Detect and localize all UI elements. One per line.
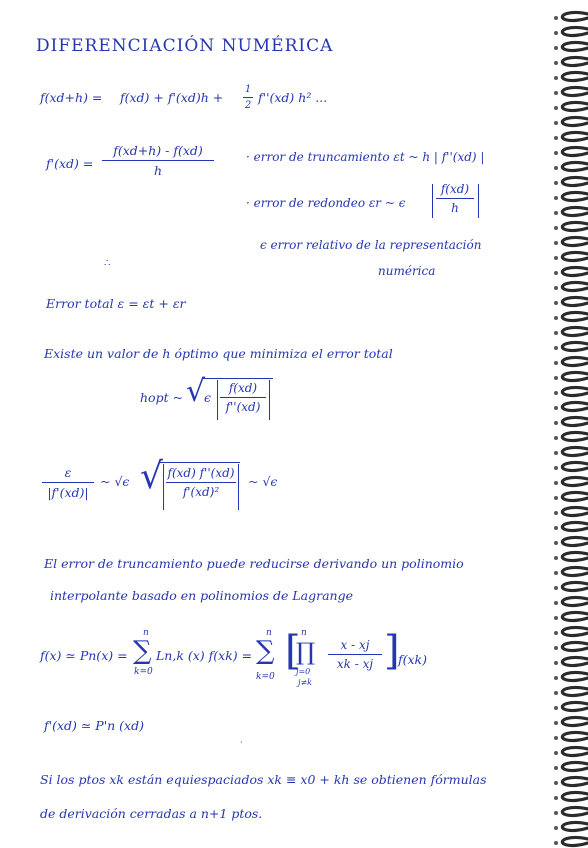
taylor-tail: f''(xd) h² ... — [258, 90, 328, 105]
abs-bar-left — [217, 380, 218, 420]
binding-hole — [554, 571, 558, 575]
spiral-ring — [562, 643, 588, 651]
abs-bar-right — [238, 464, 239, 510]
sum-icon: ∑ — [133, 636, 152, 666]
binding-hole — [554, 61, 558, 65]
binding-hole — [554, 451, 558, 455]
spiral-ring — [562, 598, 588, 606]
binding-hole — [554, 841, 558, 845]
spiral-ring — [562, 373, 588, 381]
lagrange-frac-den: xk - xj — [336, 657, 374, 671]
hopt-num: f(xd) — [228, 381, 258, 395]
binding-hole — [554, 691, 558, 695]
spiral-ring — [562, 253, 588, 261]
spiral-ring — [562, 808, 588, 816]
binding-hole — [554, 241, 558, 245]
spiral-ring — [562, 778, 588, 786]
binding-hole — [554, 181, 558, 185]
spiral-ring — [562, 463, 588, 471]
lagrange-text-line1: El error de truncamiento puede reducirse derivando un polinomio — [44, 556, 464, 571]
binding-hole — [554, 406, 558, 410]
lagrange-mid: Ln,k (x) f(xk) = — [156, 648, 253, 663]
optimum-text: Existe un valor de h óptimo que minimiza el error total — [44, 346, 393, 361]
binding-hole — [554, 166, 558, 170]
spiral-ring — [562, 238, 588, 246]
binding-hole — [554, 256, 558, 260]
binding-hole — [554, 301, 558, 305]
spiral-ring — [562, 838, 588, 846]
taylor-rhs: f(xd) + f'(xd)h + — [120, 90, 224, 105]
sum2-top: n — [266, 628, 272, 638]
sqrt-icon: √ — [140, 456, 163, 497]
binding-hole — [554, 76, 558, 80]
spiral-ring — [562, 328, 588, 336]
rounding-num: f(xd) — [440, 182, 470, 196]
binding-hole — [554, 511, 558, 515]
sqrt-overline — [203, 378, 273, 379]
sum1-bottom: k=0 — [134, 667, 153, 677]
dots-mark: ∴ — [104, 258, 111, 269]
binding-hole — [554, 751, 558, 755]
binding-hole — [554, 421, 558, 425]
sum1-top: n — [143, 628, 149, 638]
rounding-den: h — [451, 201, 459, 215]
prod-bottom-2: j≠k — [298, 678, 313, 687]
spiral-ring — [562, 793, 588, 801]
spiral-ring — [562, 358, 588, 366]
abs-bar-left — [163, 464, 164, 510]
epsilon-note-line2: numérica — [378, 264, 436, 278]
spiral-ring — [562, 28, 588, 36]
binding-hole — [554, 766, 558, 770]
relative-error-inner-fraction — [166, 466, 236, 499]
equispaced-line2: de derivación cerradas a n+1 ptos. — [40, 806, 263, 821]
spiral-ring — [562, 568, 588, 576]
binding-hole — [554, 331, 558, 335]
sum2-bottom: k=0 — [256, 672, 275, 682]
spiral-ring — [562, 178, 588, 186]
spiral-ring — [562, 703, 588, 711]
spiral-ring — [562, 118, 588, 126]
spiral-ring — [562, 268, 588, 276]
spiral-ring — [562, 538, 588, 546]
spiral-ring — [562, 103, 588, 111]
spiral-ring — [562, 88, 588, 96]
prod-bottom-1: j=0 — [296, 667, 311, 676]
spiral-ring — [562, 73, 588, 81]
binding-hole — [554, 586, 558, 590]
truncation-error: · error de truncamiento εt ~ h | f''(xd) | — [246, 150, 485, 164]
sum-icon: ∑ — [256, 636, 275, 666]
spiral-ring — [562, 298, 588, 306]
derivative-approx: f'(xd) ≃ P'n (xd) — [44, 718, 144, 733]
spiral-ring — [562, 403, 588, 411]
spiral-ring — [562, 208, 588, 216]
derivative-fraction — [102, 143, 214, 178]
binding-hole — [554, 601, 558, 605]
spiral-ring — [562, 673, 588, 681]
abs-bar-left — [432, 184, 433, 218]
relative-error-sim2: ~ √ϵ — [248, 474, 278, 489]
hopt-lhs: hopt ~ — [140, 390, 184, 405]
spiral-ring — [562, 658, 588, 666]
binding-hole — [554, 496, 558, 500]
fraction-bar — [42, 482, 94, 483]
relative-error-sim1: ~ √ϵ — [100, 474, 130, 489]
spiral-ring — [562, 763, 588, 771]
binding-hole — [554, 616, 558, 620]
spiral-ring — [562, 628, 588, 636]
binding-hole — [554, 631, 558, 635]
fraction-bar — [166, 482, 236, 483]
derivative-den: h — [153, 163, 163, 178]
product-icon: ∏ — [296, 638, 316, 666]
binding-hole — [554, 376, 558, 380]
fraction-bar — [243, 97, 253, 98]
spiral-ring — [562, 223, 588, 231]
taylor-half-den: 2 — [244, 100, 252, 111]
spiral-binding — [544, 0, 588, 848]
page-title: DIFERENCIACIÓN NUMÉRICA — [36, 36, 334, 56]
dot-mark: · — [240, 738, 243, 747]
binding-hole — [554, 121, 558, 125]
lagrange-fraction — [328, 638, 382, 671]
binding-hole — [554, 781, 558, 785]
taylor-half-num: 1 — [244, 84, 252, 95]
binding-hole — [554, 706, 558, 710]
spiral-ring — [562, 718, 588, 726]
binding-hole — [554, 526, 558, 530]
spiral-ring — [562, 313, 588, 321]
spiral-ring — [562, 58, 588, 66]
binding-hole — [554, 316, 558, 320]
fraction-bar — [102, 160, 214, 161]
taylor-lhs: f(xd+h) = — [40, 90, 103, 105]
binding-hole — [554, 796, 558, 800]
sqrt-overline — [160, 462, 240, 463]
hopt-fraction — [220, 381, 266, 414]
binding-hole — [554, 481, 558, 485]
spiral-ring — [562, 493, 588, 501]
binding-hole — [554, 196, 558, 200]
spiral-ring — [562, 388, 588, 396]
derivative-num: f(xd+h) - f(xd) — [113, 143, 203, 158]
binding-hole — [554, 151, 558, 155]
spiral-ring — [562, 733, 588, 741]
lagrange-text-line2: interpolante basado en polinomios de Lagrange — [50, 588, 353, 603]
spiral-ring — [562, 688, 588, 696]
relative-error-inner-num: f(xd) f''(xd) — [167, 466, 235, 480]
binding-hole — [554, 46, 558, 50]
hopt-den: f''(xd) — [225, 400, 261, 414]
spiral-ring — [562, 343, 588, 351]
binding-hole — [554, 466, 558, 470]
taylor-half-fraction — [243, 84, 253, 111]
spiral-ring — [562, 43, 588, 51]
derivative-lhs: f'(xd) = — [46, 156, 94, 171]
spiral-ring — [562, 433, 588, 441]
binding-hole — [554, 16, 558, 20]
total-error: Error total ε = εt + εr — [46, 296, 186, 311]
relative-error-den: |f'(xd)| — [47, 485, 89, 500]
lagrange-frac-num: x - xj — [340, 638, 370, 652]
prod-top: n — [301, 628, 307, 638]
lagrange-tail: f(xk) — [398, 652, 428, 667]
binding-hole — [554, 736, 558, 740]
spiral-ring — [562, 748, 588, 756]
abs-bar-right — [478, 184, 479, 218]
binding-hole — [554, 721, 558, 725]
spiral-ring — [562, 823, 588, 831]
binding-hole — [554, 661, 558, 665]
binding-hole — [554, 361, 558, 365]
spiral-ring — [562, 508, 588, 516]
spiral-ring — [562, 13, 588, 21]
binding-hole — [554, 286, 558, 290]
spiral-ring — [562, 148, 588, 156]
relative-error-num: ε — [64, 465, 72, 480]
spiral-ring — [562, 283, 588, 291]
spiral-ring — [562, 583, 588, 591]
binding-hole — [554, 226, 558, 230]
rounding-error-fraction — [436, 182, 474, 215]
spiral-ring — [562, 133, 588, 141]
binding-hole — [554, 436, 558, 440]
spiral-ring — [562, 613, 588, 621]
sqrt-icon: √ — [186, 374, 206, 409]
binding-hole — [554, 676, 558, 680]
hopt-eps: ϵ — [204, 390, 212, 405]
spiral-ring — [562, 418, 588, 426]
abs-bar-right — [269, 380, 270, 420]
binding-hole — [554, 541, 558, 545]
spiral-ring — [562, 553, 588, 561]
binding-hole — [554, 811, 558, 815]
fraction-bar — [220, 397, 266, 398]
spiral-ring — [562, 163, 588, 171]
equispaced-line1: Si los ptos xk están equiespaciados xk ≡ x0 + kh se obtienen fórmulas — [40, 772, 487, 787]
binding-hole — [554, 211, 558, 215]
binding-hole — [554, 31, 558, 35]
relative-error-inner-den: f'(xd)² — [182, 485, 220, 499]
fraction-bar — [328, 654, 382, 655]
spiral-ring — [562, 193, 588, 201]
binding-hole — [554, 106, 558, 110]
spiral-ring — [562, 448, 588, 456]
binding-hole — [554, 271, 558, 275]
relative-error-fraction — [42, 465, 94, 500]
bracket-left-icon: [ — [285, 628, 301, 674]
binding-hole — [554, 556, 558, 560]
lagrange-lhs: f(x) ≃ Pn(x) = — [40, 648, 128, 663]
epsilon-note-line1: ϵ error relativo de la representación — [260, 238, 482, 252]
bracket-right-icon: ] — [384, 628, 400, 674]
rounding-error-lhs: · error de redondeo εr ~ ϵ — [246, 196, 406, 210]
binding-hole — [554, 826, 558, 830]
binding-hole — [554, 136, 558, 140]
binding-hole — [554, 646, 558, 650]
spiral-ring — [562, 478, 588, 486]
spiral-ring — [562, 523, 588, 531]
fraction-bar — [436, 198, 474, 199]
binding-hole — [554, 391, 558, 395]
binding-hole — [554, 346, 558, 350]
binding-hole — [554, 91, 558, 95]
